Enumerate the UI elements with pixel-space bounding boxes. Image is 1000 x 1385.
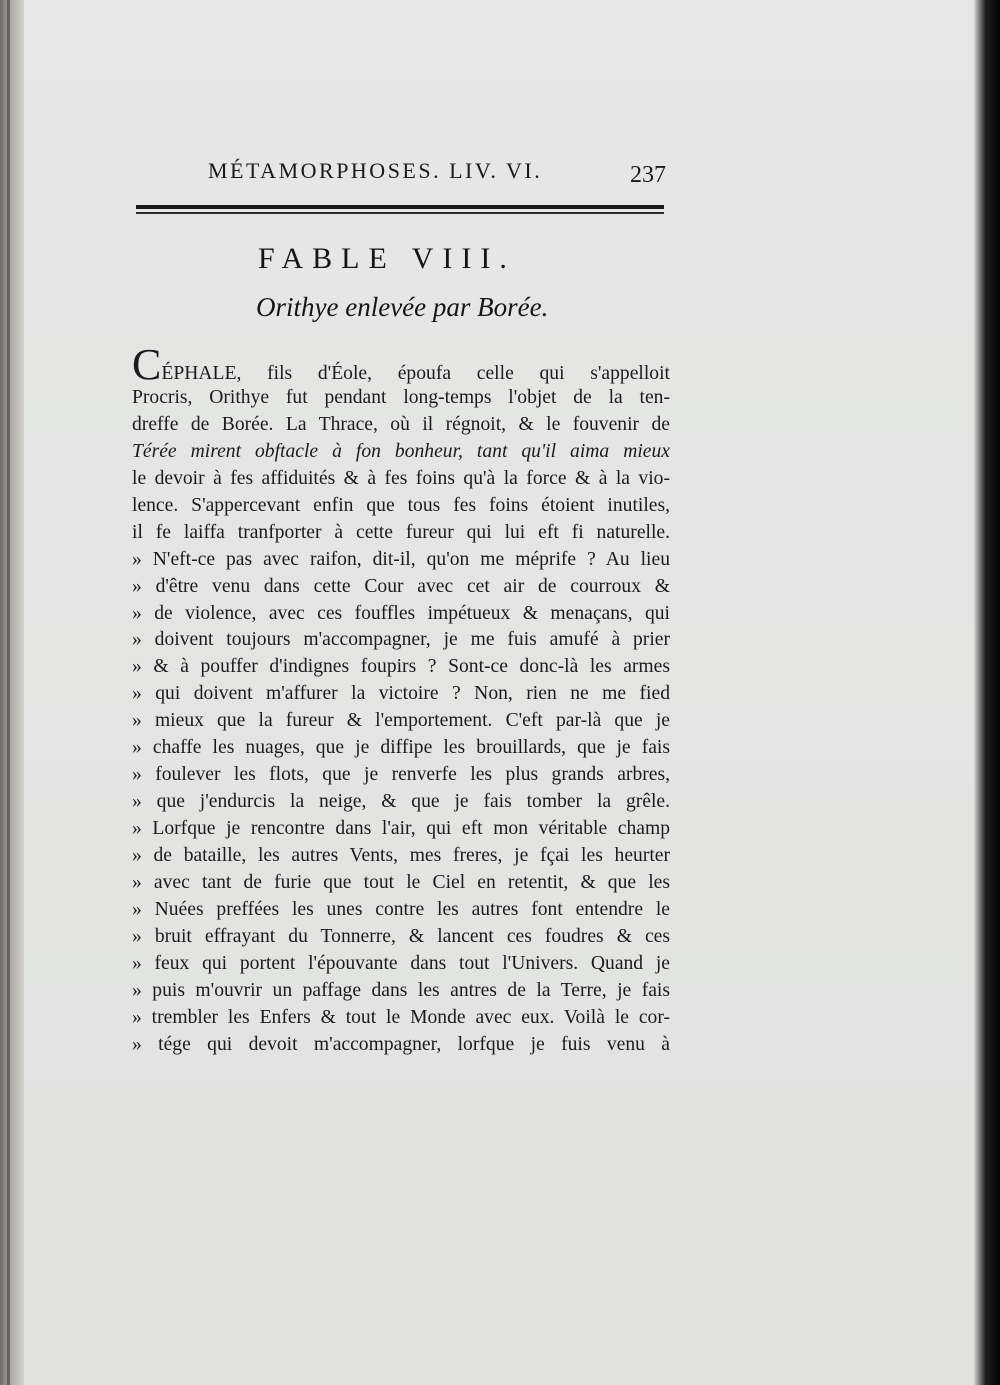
text-line: » trembler les Enfers & tout le Monde avec eux. Voilà le cor-	[132, 1006, 670, 1028]
book-spine	[0, 0, 24, 1385]
text-line: » mieux que la fureur & l'emportement. C'eft par-là que je	[132, 710, 670, 732]
page-number: 237	[630, 162, 666, 188]
text-line: il fe laiffa tranfporter à cette fureur qui lui eft fi naturelle.	[132, 521, 670, 543]
text-line: le devoir à fes affiduités & à fes foins qu'à la force & à la vio-	[132, 467, 670, 489]
text-line: » Lorfque je rencontre dans l'air, qui eft mon véritable champ	[132, 818, 670, 839]
text-line: » & à pouffer d'indignes foupirs ? Sont-ce donc-là les armes	[132, 656, 670, 678]
page-edge-shadow	[974, 0, 1000, 1385]
text-line: » puis m'ouvrir un paffage dans les antres de la Terre, je fais	[132, 979, 670, 1001]
body-text	[132, 345, 670, 1058]
fable-subtitle: Orithye enlevée par Borée.	[256, 292, 549, 322]
text-line: » d'être venu dans cette Cour avec cet air de courroux &	[132, 575, 670, 597]
drop-capital: C	[132, 345, 162, 385]
text-line: » Nuées preffées les unes contre les autres font entendre le	[132, 898, 670, 920]
text-line: Térée mirent obftacle à fon bonheur, tant qu'il aima mieux	[132, 440, 670, 462]
text-line: » chaffe les nuages, que je diffipe les brouillards, que je fais	[132, 737, 670, 759]
text-line: » que j'endurcis la neige, & que je fais tomber la grêle.	[132, 791, 670, 813]
text-line: » de bataille, les autres Vents, mes freres, je fçai les heurter	[132, 844, 670, 866]
text-line: » doivent toujours m'accompagner, je me fuis amufé à prier	[132, 629, 670, 651]
header-rule-thick	[136, 205, 664, 209]
gutter-line	[7, 0, 10, 1385]
text-line: dreffe de Borée. La Thrace, où il régnoit, & le fouvenir de	[132, 413, 670, 435]
text-line: Procris, Orithye fut pendant long-temps l'objet de la ten-	[132, 387, 670, 408]
text-line: » qui doivent m'affurer la victoire ? Non, rien ne me fied	[132, 683, 670, 705]
text-line: » foulever les flots, que je renverfe les plus grands arbres,	[132, 764, 670, 786]
text-line: » feux qui portent l'épouvante dans tout l'Univers. Quand je	[132, 952, 670, 974]
header-rule	[136, 205, 664, 216]
text-line: » bruit effrayant du Tonnerre, & lancent ces foudres & ces	[132, 925, 670, 947]
text-line: lence. S'appercevant enfin que tous fes foins étoient inutiles,	[132, 494, 670, 516]
text-line	[132, 345, 670, 385]
header-rule-thin	[136, 212, 664, 214]
text-line: » N'eft-ce pas avec raifon, dit-il, qu'on me méprife ? Au lieu	[132, 548, 670, 570]
text-line: » de violence, avec ces fouffles impétueux & menaçans, qui	[132, 602, 670, 624]
text-line: » avec tant de furie que tout le Ciel en retentit, & que les	[132, 871, 670, 893]
fable-title: FABLE VIII.	[258, 242, 516, 275]
running-head: MÉTAMORPHOSES. LIV. VI.	[208, 158, 543, 183]
text-line: » tége qui devoit m'accompagner, lorfque je fuis venu à	[132, 1033, 670, 1055]
first-line-rest: ÉPHALE, fils d'Éole, époufa celle qui s'appelloit	[161, 363, 670, 384]
